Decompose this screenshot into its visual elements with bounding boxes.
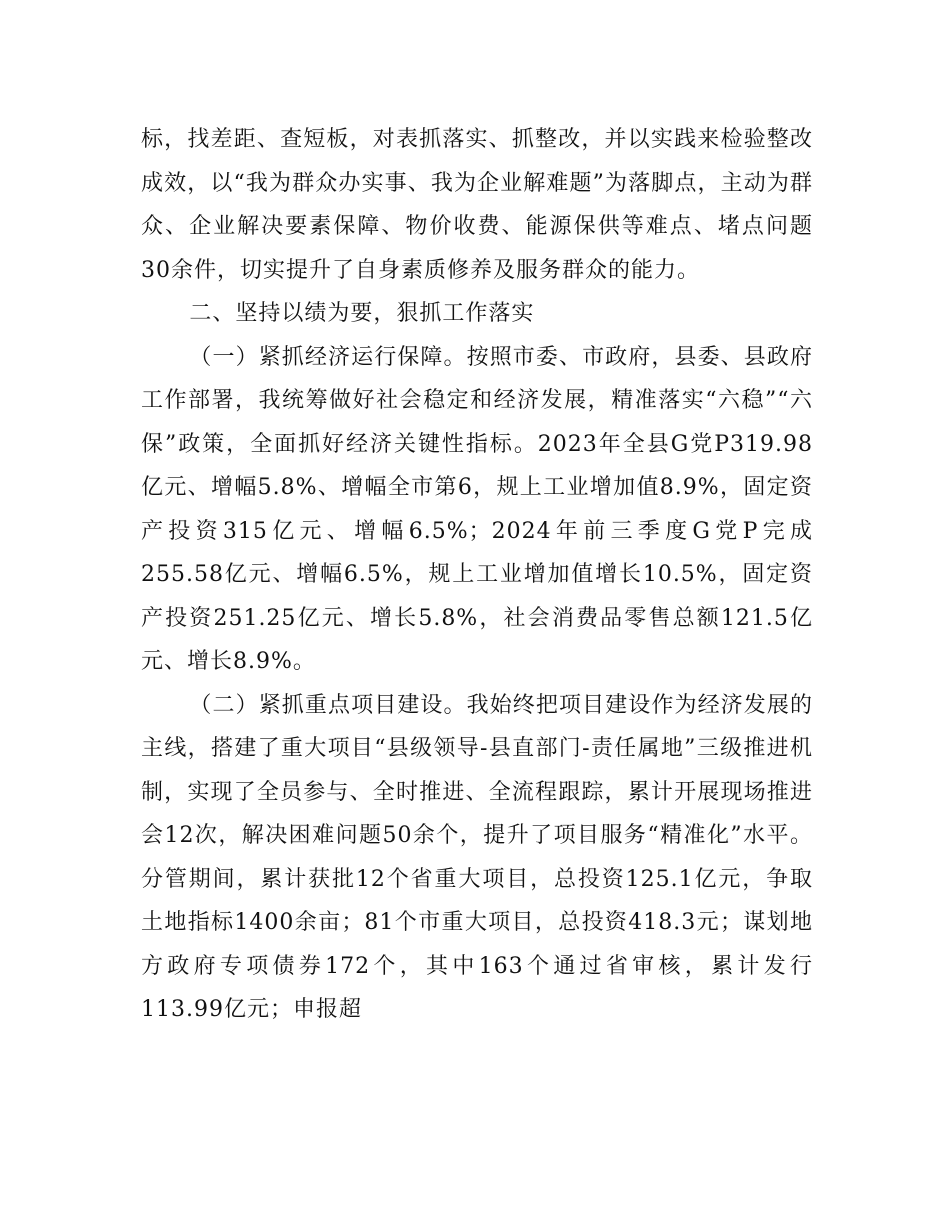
paragraph-economic-operation: （一）紧抓经济运行保障。按照市委、市政府，县委、县政府工作部署，我统筹做好社会稳定和经济发展，精准落实“六稳”“六保”政策，全面抓好经济关键性指标。2023年全县G党P319.98亿元、增幅5.8%、增幅全市第6，规上工业增加值8.9%，固定资产投资315亿元、增幅6.5%；2024年前三季度G党P完成255.58亿元、增幅6.5%，规上工业增加值增长10.5%，固定资产投资251.25亿元、增长5.8%，社会消费品零售总额121.5亿元、增长8.9%。 xyxy=(141,344,813,674)
paragraph-key-projects: （二）紧抓重点项目建设。我始终把项目建设作为经济发展的主线，搭建了重大项目“县级领导-县直部门-责任属地”三级推进机制，实现了全员参与、全时推进、全流程跟踪，累计开展现场推进会12次，解决困难问题50余个，提升了项目服务“精准化”水平。分管期间，累计获批12个省重大项目，总投资125.1亿元，争取土地指标1400余亩；81个市重大项目，总投资418.3元；谋划地方政府专项债券172个，其中163个通过省审核，累计发行113.99亿元；申报超 xyxy=(141,692,813,1022)
paragraph-continuation: 标，找差距、查短板，对表抓落实、抓整改，并以实践来检验整改成效，以“我为群众办实事、我为企业解难题”为落脚点，主动为群众、企业解决要素保障、物价收费、能源保供等难点、堵点问题30余件，切实提升了自身素质修养及服务群众的能力。 xyxy=(141,127,813,283)
document-body xyxy=(141,118,813,1032)
section-heading: 二、坚持以绩为要，狠抓工作落实 xyxy=(189,301,535,326)
